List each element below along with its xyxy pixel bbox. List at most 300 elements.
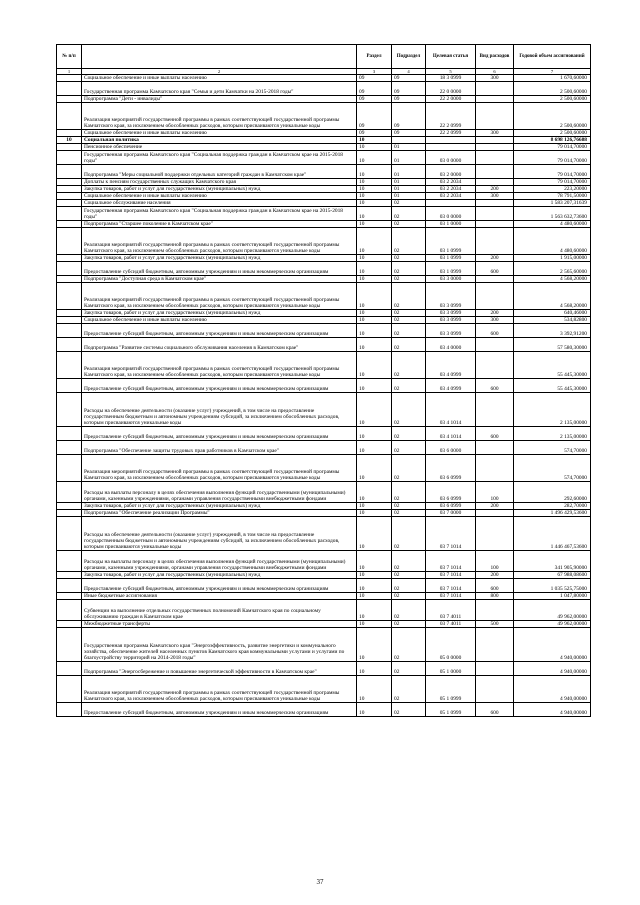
cell-expense-type xyxy=(476,455,514,482)
cell-num xyxy=(57,579,82,593)
cell-expense-type xyxy=(476,352,514,379)
cell-section: 10 xyxy=(357,193,392,200)
cell-name: Реализация мероприятий государственной программы в рамках соответствующей государственной программы Камчатского края, за исключением обособленных расходов, которым присваиваются уникальные коды xyxy=(82,676,357,703)
cell-name: Подпрограмма "Меры социальной поддержки отдельных категорий граждан в Камчатском крае" xyxy=(82,165,357,179)
cell-expense-type: 100 xyxy=(476,551,514,572)
cell-amount: 292,60000 xyxy=(514,482,591,503)
cell-subsection: 02 xyxy=(392,276,426,283)
cell-target: 03 7 1014 xyxy=(426,572,476,579)
cell-target: 03 3 0999 xyxy=(426,283,476,310)
cell-subsection: 02 xyxy=(392,228,426,255)
cell-amount: 2 135,00000 xyxy=(514,427,591,441)
cell-subsection: 01 xyxy=(392,165,426,179)
cell-expense-type: 200 xyxy=(476,255,514,262)
cell-num xyxy=(57,676,82,703)
column-index: 5 xyxy=(426,69,476,75)
cell-expense-type xyxy=(476,137,514,144)
cell-section: 10 xyxy=(357,207,392,221)
cell-section: 10 xyxy=(357,324,392,338)
cell-subsection: 02 xyxy=(392,338,426,352)
cell-subsection: 02 xyxy=(392,427,426,441)
cell-expense-type xyxy=(476,283,514,310)
cell-subsection: 01 xyxy=(392,179,426,186)
cell-expense-type: 300 xyxy=(476,75,514,82)
cell-target: 03 0 0000 xyxy=(426,207,476,221)
cell-num xyxy=(57,352,82,379)
cell-target: 05 0 0000 xyxy=(426,628,476,662)
cell-amount: 2 500,60000 xyxy=(514,130,591,137)
table-row xyxy=(57,503,591,510)
cell-amount: 574,70000 xyxy=(514,455,591,482)
cell-name: Закупка товаров, работ и услуг для государственных (муниципальных) нужд xyxy=(82,310,357,317)
cell-expense-type xyxy=(476,221,514,228)
cell-expense-type: 300 xyxy=(476,317,514,324)
cell-section: 09 xyxy=(357,82,392,96)
table-row xyxy=(57,103,591,130)
cell-subsection: 02 xyxy=(392,324,426,338)
col-header-expense-type: Вид расходов xyxy=(476,45,514,69)
cell-subsection: 02 xyxy=(392,379,426,393)
cell-subsection: 02 xyxy=(392,503,426,510)
header-row xyxy=(57,45,591,69)
table-row xyxy=(57,283,591,310)
cell-expense-type xyxy=(476,82,514,96)
cell-num xyxy=(57,517,82,551)
cell-target: 03 4 0999 xyxy=(426,352,476,379)
cell-target: 03 2 0000 xyxy=(426,165,476,179)
cell-name: Реализация мероприятий государственной программы в рамках соответствующей государственной программы Камчатского края, за исключением обособленных расходов, которым присваиваются уникальные коды xyxy=(82,283,357,310)
cell-subsection xyxy=(392,137,426,144)
cell-name: Социальное обслуживание населения xyxy=(82,200,357,207)
cell-name: Реализация мероприятий государственной программы в рамках соответствующей государственной программы Камчатского края, за исключением обособленных расходов, которым присваиваются уникальные коды xyxy=(82,103,357,130)
cell-amount: 49 962,00000 xyxy=(514,621,591,628)
table-row xyxy=(57,144,591,151)
cell-target: 03 3 0999 xyxy=(426,324,476,338)
cell-target: 03 0 0000 xyxy=(426,151,476,165)
cell-name: Доплаты к пенсиям государственных служащих Камчатского края xyxy=(82,179,357,186)
cell-section: 10 xyxy=(357,551,392,572)
cell-subsection: 02 xyxy=(392,255,426,262)
table-row xyxy=(57,200,591,207)
cell-subsection: 02 xyxy=(392,551,426,572)
cell-expense-type: 600 xyxy=(476,427,514,441)
cell-amount: 4 940,00000 xyxy=(514,676,591,703)
cell-target: 03 4 1014 xyxy=(426,393,476,427)
cell-num xyxy=(57,621,82,628)
table-row xyxy=(57,262,591,276)
cell-subsection: 09 xyxy=(392,96,426,103)
cell-subsection: 02 xyxy=(392,572,426,579)
cell-num xyxy=(57,276,82,283)
cell-subsection: 02 xyxy=(392,310,426,317)
column-index: 6 xyxy=(476,69,514,75)
cell-name: Расходы на выплаты персоналу в целях обеспечения выполнения функций государственными (муниципальными) органами, казенными учреждениями, органами управления государственными внебюджетными фондами xyxy=(82,551,357,572)
cell-num: 10 xyxy=(57,137,82,144)
cell-section: 10 xyxy=(357,137,392,144)
cell-section: 10 xyxy=(357,317,392,324)
cell-num xyxy=(57,572,82,579)
cell-subsection: 09 xyxy=(392,103,426,130)
cell-num xyxy=(57,600,82,621)
cell-num xyxy=(57,551,82,572)
cell-amount: 1 915,00000 xyxy=(514,255,591,262)
cell-expense-type xyxy=(476,144,514,151)
table-row xyxy=(57,551,591,572)
cell-name: Расходы на обеспечение деятельности (оказание услуг) учреждений, в том числе на предоставление государственным бюджетным и автономным учреждениям субсидий, за исключением обособленных расходов, которым присваиваются уникальные коды xyxy=(82,393,357,427)
cell-section: 10 xyxy=(357,503,392,510)
cell-section: 10 xyxy=(357,517,392,551)
table-row xyxy=(57,379,591,393)
table-row xyxy=(57,427,591,441)
cell-amount: 4 940,00000 xyxy=(514,703,591,717)
cell-subsection: 02 xyxy=(392,441,426,455)
cell-num xyxy=(57,324,82,338)
cell-num xyxy=(57,455,82,482)
cell-amount: 2 500,60000 xyxy=(514,103,591,130)
cell-target: 22 2 0999 xyxy=(426,103,476,130)
cell-num xyxy=(57,262,82,276)
cell-subsection: 02 xyxy=(392,676,426,703)
cell-num xyxy=(57,628,82,662)
cell-section: 10 xyxy=(357,572,392,579)
cell-amount: 55 445,30000 xyxy=(514,352,591,379)
table-row xyxy=(57,75,591,82)
table-row xyxy=(57,621,591,628)
table-row xyxy=(57,482,591,503)
budget-table xyxy=(56,44,591,717)
cell-amount: 4 480,60000 xyxy=(514,228,591,255)
cell-target: 03 7 1014 xyxy=(426,579,476,593)
cell-expense-type: 200 xyxy=(476,503,514,510)
table-row xyxy=(57,96,591,103)
col-header-name xyxy=(82,45,357,69)
cell-subsection: 09 xyxy=(392,130,426,137)
cell-target: 22 2 0999 xyxy=(426,130,476,137)
cell-target: 18 3 0999 xyxy=(426,75,476,82)
table-row xyxy=(57,193,591,200)
cell-name: Предоставление субсидий бюджетным, автономным учреждениям и иным некоммерческим организациям xyxy=(82,262,357,276)
column-index: 7 xyxy=(514,69,591,75)
cell-expense-type xyxy=(476,200,514,207)
cell-section: 10 xyxy=(357,427,392,441)
cell-expense-type xyxy=(476,228,514,255)
cell-section: 10 xyxy=(357,621,392,628)
cell-num xyxy=(57,482,82,503)
cell-num xyxy=(57,310,82,317)
cell-amount: 4 940,00000 xyxy=(514,662,591,676)
cell-num xyxy=(57,103,82,130)
cell-num xyxy=(57,379,82,393)
cell-amount: 1 035 525,75000 xyxy=(514,579,591,593)
cell-expense-type: 600 xyxy=(476,324,514,338)
cell-expense-type xyxy=(476,517,514,551)
cell-name: Реализация мероприятий государственной программы в рамках соответствующей государственной программы Камчатского края, за исключением обособленных расходов, которым присваиваются уникальные коды xyxy=(82,352,357,379)
cell-name: Государственная программа Камчатского края "Социальная поддержка граждан в Камчатском крае на 2015-2018 годы" xyxy=(82,207,357,221)
cell-amount: 574,70000 xyxy=(514,441,591,455)
cell-target: 03 3 0999 xyxy=(426,317,476,324)
cell-section: 09 xyxy=(357,130,392,137)
cell-num xyxy=(57,165,82,179)
cell-num xyxy=(57,317,82,324)
cell-subsection: 02 xyxy=(392,393,426,427)
cell-subsection: 02 xyxy=(392,662,426,676)
cell-subsection: 09 xyxy=(392,75,426,82)
cell-amount: 79 014,70000 xyxy=(514,151,591,165)
cell-num xyxy=(57,228,82,255)
cell-expense-type: 600 xyxy=(476,703,514,717)
cell-target: 22 0 0000 xyxy=(426,82,476,96)
cell-section: 10 xyxy=(357,510,392,517)
cell-amount: 3 392,91200 xyxy=(514,324,591,338)
cell-amount: 341 905,90000 xyxy=(514,551,591,572)
cell-section: 10 xyxy=(357,703,392,717)
cell-section: 10 xyxy=(357,600,392,621)
cell-subsection: 02 xyxy=(392,628,426,662)
table-row xyxy=(57,338,591,352)
table-row xyxy=(57,676,591,703)
cell-amount: 1 446 467,53600 xyxy=(514,517,591,551)
cell-target: 03 1 0000 xyxy=(426,221,476,228)
table-row xyxy=(57,310,591,317)
cell-expense-type xyxy=(476,96,514,103)
table-row xyxy=(57,324,591,338)
table-row xyxy=(57,517,591,551)
cell-target: 03 7 0000 xyxy=(426,510,476,517)
col-header-num: № п/п xyxy=(57,45,82,69)
cell-expense-type xyxy=(476,628,514,662)
cell-name: Иные бюджетные ассигнования xyxy=(82,593,357,600)
cell-amount: 4 568,20000 xyxy=(514,283,591,310)
cell-section: 10 xyxy=(357,165,392,179)
cell-target: 03 7 1014 xyxy=(426,551,476,572)
cell-name: Закупка товаров, работ и услуг для государственных (муниципальных) нужд xyxy=(82,572,357,579)
cell-section: 10 xyxy=(357,593,392,600)
cell-expense-type: 300 xyxy=(476,193,514,200)
cell-subsection: 02 xyxy=(392,482,426,503)
column-index: 4 xyxy=(392,69,426,75)
cell-section: 09 xyxy=(357,75,392,82)
cell-num xyxy=(57,179,82,186)
cell-amount: 57 580,30000 xyxy=(514,338,591,352)
column-index: 3 xyxy=(357,69,392,75)
cell-amount: 49 962,00000 xyxy=(514,600,591,621)
cell-section: 10 xyxy=(357,441,392,455)
table-row xyxy=(57,165,591,179)
cell-target: 03 7 1014 xyxy=(426,517,476,551)
cell-amount: 2 500,60000 xyxy=(514,82,591,96)
cell-amount: 55 445,30000 xyxy=(514,379,591,393)
page-number: 37 xyxy=(316,878,324,886)
cell-name: Субвенции на выполнение отдельных государственных полномочий Камчатского края по социальному обслуживанию граждан в Камчатском крае xyxy=(82,600,357,621)
cell-num xyxy=(57,75,82,82)
cell-expense-type xyxy=(476,276,514,283)
cell-expense-type xyxy=(476,338,514,352)
cell-section: 10 xyxy=(357,200,392,207)
cell-amount: 4 480,60000 xyxy=(514,221,591,228)
cell-amount: 534,82800 xyxy=(514,317,591,324)
cell-section: 10 xyxy=(357,482,392,503)
cell-expense-type: 300 xyxy=(476,130,514,137)
cell-section: 10 xyxy=(357,352,392,379)
cell-section: 09 xyxy=(357,103,392,130)
cell-section: 10 xyxy=(357,283,392,310)
cell-expense-type xyxy=(476,441,514,455)
cell-target: 05 1 0999 xyxy=(426,676,476,703)
cell-section: 10 xyxy=(357,221,392,228)
table-row xyxy=(57,317,591,324)
cell-num xyxy=(57,207,82,221)
cell-subsection: 01 xyxy=(392,151,426,165)
cell-subsection: 01 xyxy=(392,144,426,151)
cell-target: 03 1 0999 xyxy=(426,228,476,255)
cell-num xyxy=(57,221,82,228)
cell-amount: 640,46000 xyxy=(514,310,591,317)
cell-target: 03 2 2034 xyxy=(426,179,476,186)
cell-expense-type xyxy=(476,165,514,179)
cell-num xyxy=(57,503,82,510)
table-row xyxy=(57,572,591,579)
cell-amount: 282,70000 xyxy=(514,503,591,510)
cell-expense-type xyxy=(476,676,514,703)
cell-amount: 1 047,80000 xyxy=(514,593,591,600)
table-row xyxy=(57,255,591,262)
table-row xyxy=(57,593,591,600)
cell-amount: 2 135,00000 xyxy=(514,393,591,427)
cell-num xyxy=(57,510,82,517)
table-row xyxy=(57,151,591,165)
cell-target xyxy=(426,144,476,151)
cell-amount: 2 565,60000 xyxy=(514,262,591,276)
cell-subsection: 01 xyxy=(392,186,426,193)
table-row xyxy=(57,82,591,96)
cell-expense-type xyxy=(476,510,514,517)
table-row xyxy=(57,186,591,193)
cell-num xyxy=(57,441,82,455)
cell-num xyxy=(57,703,82,717)
cell-target: 22 2 0000 xyxy=(426,96,476,103)
table-row xyxy=(57,600,591,621)
cell-subsection: 02 xyxy=(392,317,426,324)
cell-name: Подпрограмма "Доступная среда в Камчатском крае" xyxy=(82,276,357,283)
cell-name: Подпрограмма "Обеспечение защиты трудовых прав работников в Камчатском крае" xyxy=(82,441,357,455)
cell-subsection: 02 xyxy=(392,200,426,207)
cell-num xyxy=(57,186,82,193)
cell-subsection: 09 xyxy=(392,82,426,96)
cell-section: 09 xyxy=(357,96,392,103)
cell-subsection: 02 xyxy=(392,207,426,221)
cell-name: Предоставление субсидий бюджетным, автономным учреждениям и иным некоммерческим организациям xyxy=(82,427,357,441)
cell-amount: 79 014,70000 xyxy=(514,179,591,186)
cell-target: 03 6 0999 xyxy=(426,482,476,503)
cell-target: 03 4 0000 xyxy=(426,338,476,352)
cell-expense-type: 200 xyxy=(476,572,514,579)
cell-section: 10 xyxy=(357,255,392,262)
cell-subsection: 02 xyxy=(392,517,426,551)
cell-name: Предоставление субсидий бюджетным, автономным учреждениям и иным некоммерческим организациям xyxy=(82,579,357,593)
cell-expense-type xyxy=(476,179,514,186)
cell-section: 10 xyxy=(357,338,392,352)
col-header-target: Целевая статья xyxy=(426,45,476,69)
cell-num xyxy=(57,255,82,262)
cell-target: 03 1 0999 xyxy=(426,262,476,276)
cell-expense-type xyxy=(476,103,514,130)
table-row xyxy=(57,703,591,717)
cell-amount: 4 568,20000 xyxy=(514,276,591,283)
cell-expense-type xyxy=(476,393,514,427)
cell-amount: 79 014,70000 xyxy=(514,165,591,179)
cell-amount: 1 496 429,53600 xyxy=(514,510,591,517)
table-row xyxy=(57,179,591,186)
table-row xyxy=(57,207,591,221)
cell-amount: 1 670,60000 xyxy=(514,75,591,82)
cell-expense-type xyxy=(476,151,514,165)
cell-name: Государственная программа Камчатского края "Социальная поддержка граждан в Камчатском крае на 2015-2018 годы" xyxy=(82,151,357,165)
budget-table-page xyxy=(56,44,590,717)
cell-name: Закупка товаров, работ и услуг для государственных (муниципальных) нужд xyxy=(82,255,357,262)
cell-expense-type: 100 xyxy=(476,482,514,503)
cell-target: 03 6 0999 xyxy=(426,455,476,482)
cell-subsection: 02 xyxy=(392,455,426,482)
cell-section: 10 xyxy=(357,186,392,193)
cell-subsection: 02 xyxy=(392,703,426,717)
cell-name: Подпрограмма "Дети - инвалиды" xyxy=(82,96,357,103)
cell-num xyxy=(57,593,82,600)
cell-num xyxy=(57,144,82,151)
cell-name: Государственная программа Камчатского края "Энергоэффективность, развитие энергетики и коммунального хозяйства, обеспечение жителей населенных пунктов Камчатского края коммунальными услугами и услугами по благоустройству территорий на 2014-2018 годы" xyxy=(82,628,357,662)
cell-expense-type: 500 xyxy=(476,621,514,628)
table-row xyxy=(57,441,591,455)
cell-name: Закупка товаров, работ и услуг для государственных (муниципальных) нужд xyxy=(82,186,357,193)
cell-target: 03 3 0000 xyxy=(426,276,476,283)
cell-section: 10 xyxy=(357,676,392,703)
cell-section: 10 xyxy=(357,310,392,317)
table-row xyxy=(57,221,591,228)
cell-subsection: 02 xyxy=(392,352,426,379)
cell-num xyxy=(57,130,82,137)
cell-amount: 2 500,60000 xyxy=(514,96,591,103)
cell-target: 03 6 0999 xyxy=(426,503,476,510)
cell-name: Реализация мероприятий государственной программы в рамках соответствующей государственной программы Камчатского края, за исключением обособленных расходов, которым присваиваются уникальные коды xyxy=(82,455,357,482)
cell-name: Государственная программа Камчатского края "Семья и дети Камчатки на 2015-2018 годы" xyxy=(82,82,357,96)
cell-amount: 1 583 207,31639 xyxy=(514,200,591,207)
cell-name: Межбюджетные трансферты xyxy=(82,621,357,628)
col-header-section: Раздел xyxy=(357,45,392,69)
cell-num xyxy=(57,662,82,676)
cell-target: 03 3 0999 xyxy=(426,310,476,317)
table-row xyxy=(57,352,591,379)
cell-amount: 67 988,08600 xyxy=(514,572,591,579)
cell-section: 10 xyxy=(357,179,392,186)
table-row xyxy=(57,662,591,676)
cell-expense-type: 600 xyxy=(476,379,514,393)
cell-target: 03 4 1014 xyxy=(426,427,476,441)
cell-target: 03 2 2034 xyxy=(426,186,476,193)
cell-num xyxy=(57,96,82,103)
cell-name: Расходы на выплаты персоналу в целях обеспечения выполнения функций государственными (муниципальными) органами, казенными учреждениями, органами управления государственными внебюджетными фондами xyxy=(82,482,357,503)
col-header-amount: Годовой объем ассигнований xyxy=(514,45,591,69)
cell-name: Предоставление субсидий бюджетным, автономным учреждениям и иным некоммерческим организациям xyxy=(82,703,357,717)
cell-target: 03 4 0999 xyxy=(426,379,476,393)
cell-num xyxy=(57,393,82,427)
table-row xyxy=(57,455,591,482)
cell-target: 03 7 4011 xyxy=(426,600,476,621)
cell-name: Реализация мероприятий государственной программы в рамках соответствующей государственной программы Камчатского края, за исключением обособленных расходов, которым присваиваются уникальные коды xyxy=(82,228,357,255)
cell-amount: 8 698 126,76688 xyxy=(514,137,591,144)
cell-name: Социальная политика xyxy=(82,137,357,144)
cell-target: 03 7 1014 xyxy=(426,593,476,600)
cell-section: 10 xyxy=(357,151,392,165)
cell-num xyxy=(57,427,82,441)
